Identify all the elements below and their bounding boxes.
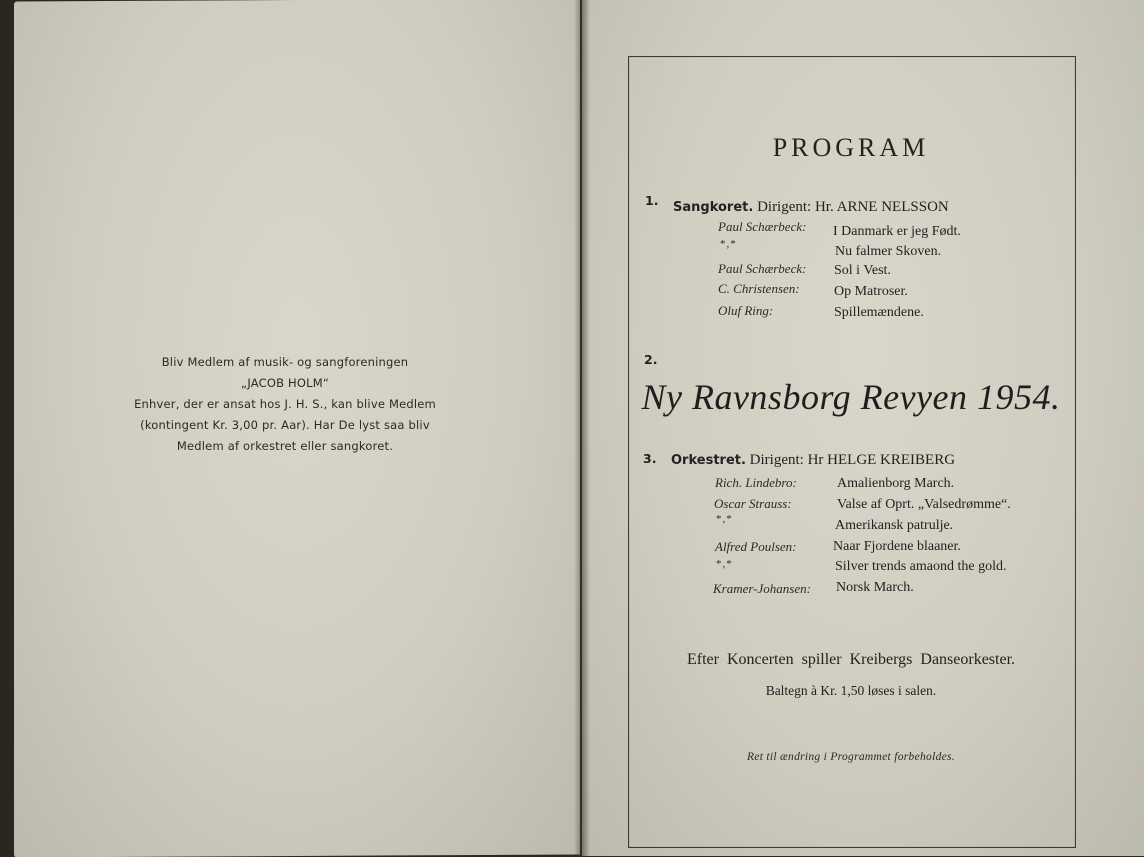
section-1-composer: *,* [720, 238, 737, 250]
section-2-number: 2. [644, 352, 658, 367]
reservation-note: Ret til ændring i Programmet forbeholdes. [746, 751, 955, 763]
section-3-piece: Amalienborg March. [837, 476, 955, 491]
section-3-piece: Naar Fjordene blaaner. [833, 539, 961, 554]
notice-line: (kontingent Kr. 3,00 pr. Aar). Har De lyst saa bliv [140, 418, 430, 432]
section-3-piece: Norsk March. [836, 580, 914, 595]
notice-line: Medlem af orkestret eller sangkoret. [176, 439, 394, 453]
membership-notice [120, 352, 450, 457]
section-1-composer: Paul Schærbeck: [718, 261, 807, 276]
section-1-composer: C. Christensen: [718, 281, 800, 296]
section-3-composer: Kramer-Johansen: [713, 581, 811, 596]
section-3-heading [671, 452, 955, 469]
section-3-composer: *,* [716, 513, 733, 525]
after-concert-note: Efter Koncerten spiller Kreibergs Danseorkester. [686, 651, 1016, 668]
section-1-piece: Sol i Vest. [834, 263, 891, 278]
section-3-composer: *,* [716, 558, 733, 570]
ticket-note: Baltegn à Kr. 1,50 løses i salen. [765, 683, 937, 698]
section-1-composer: Paul Schærbeck: [718, 219, 807, 234]
revue-title: Ny Ravnsborg Revyen 1954. [641, 377, 1061, 417]
program-title: PROGRAM [772, 133, 930, 162]
notice-line: „JACOB HOLM“ [240, 376, 330, 390]
section-3-piece: Valse af Oprt. „Valsedrømme“. [837, 497, 1011, 512]
section-1-piece: Nu falmer Skoven. [835, 244, 942, 259]
section-3-piece: Silver trends amaond the gold. [835, 559, 1007, 574]
section-3-number: 3. [643, 451, 657, 466]
section-3-composer: Oscar Strauss: [714, 496, 792, 511]
section-3-composer: Rich. Lindebro: [715, 475, 797, 490]
section-1-piece: Op Matroser. [834, 284, 908, 299]
section-3-composer: Alfred Poulsen: [715, 539, 797, 554]
section-1-conductor: Dirigent: Hr. ARNE NELSSON [757, 199, 949, 215]
section-3-ensemble: Orkestret. [671, 453, 746, 468]
notice-line: Bliv Medlem af musik- og sangforeningen [161, 355, 409, 369]
section-1-ensemble: Sangkoret. [673, 200, 754, 215]
section-3-piece: Amerikansk patrulje. [835, 518, 954, 533]
section-1-piece: I Danmark er jeg Født. [833, 224, 961, 239]
section-1-heading [673, 199, 949, 216]
notice-line: Enhver, der er ansat hos J. H. S., kan blive Medlem [134, 397, 436, 411]
section-3-conductor: Dirigent: Hr HELGE KREIBERG [749, 452, 956, 468]
section-1-piece: Spillemændene. [834, 305, 924, 320]
section-1-number: 1. [645, 193, 659, 208]
page-gutter [574, 0, 590, 856]
section-1-composer: Oluf Ring: [718, 303, 774, 318]
